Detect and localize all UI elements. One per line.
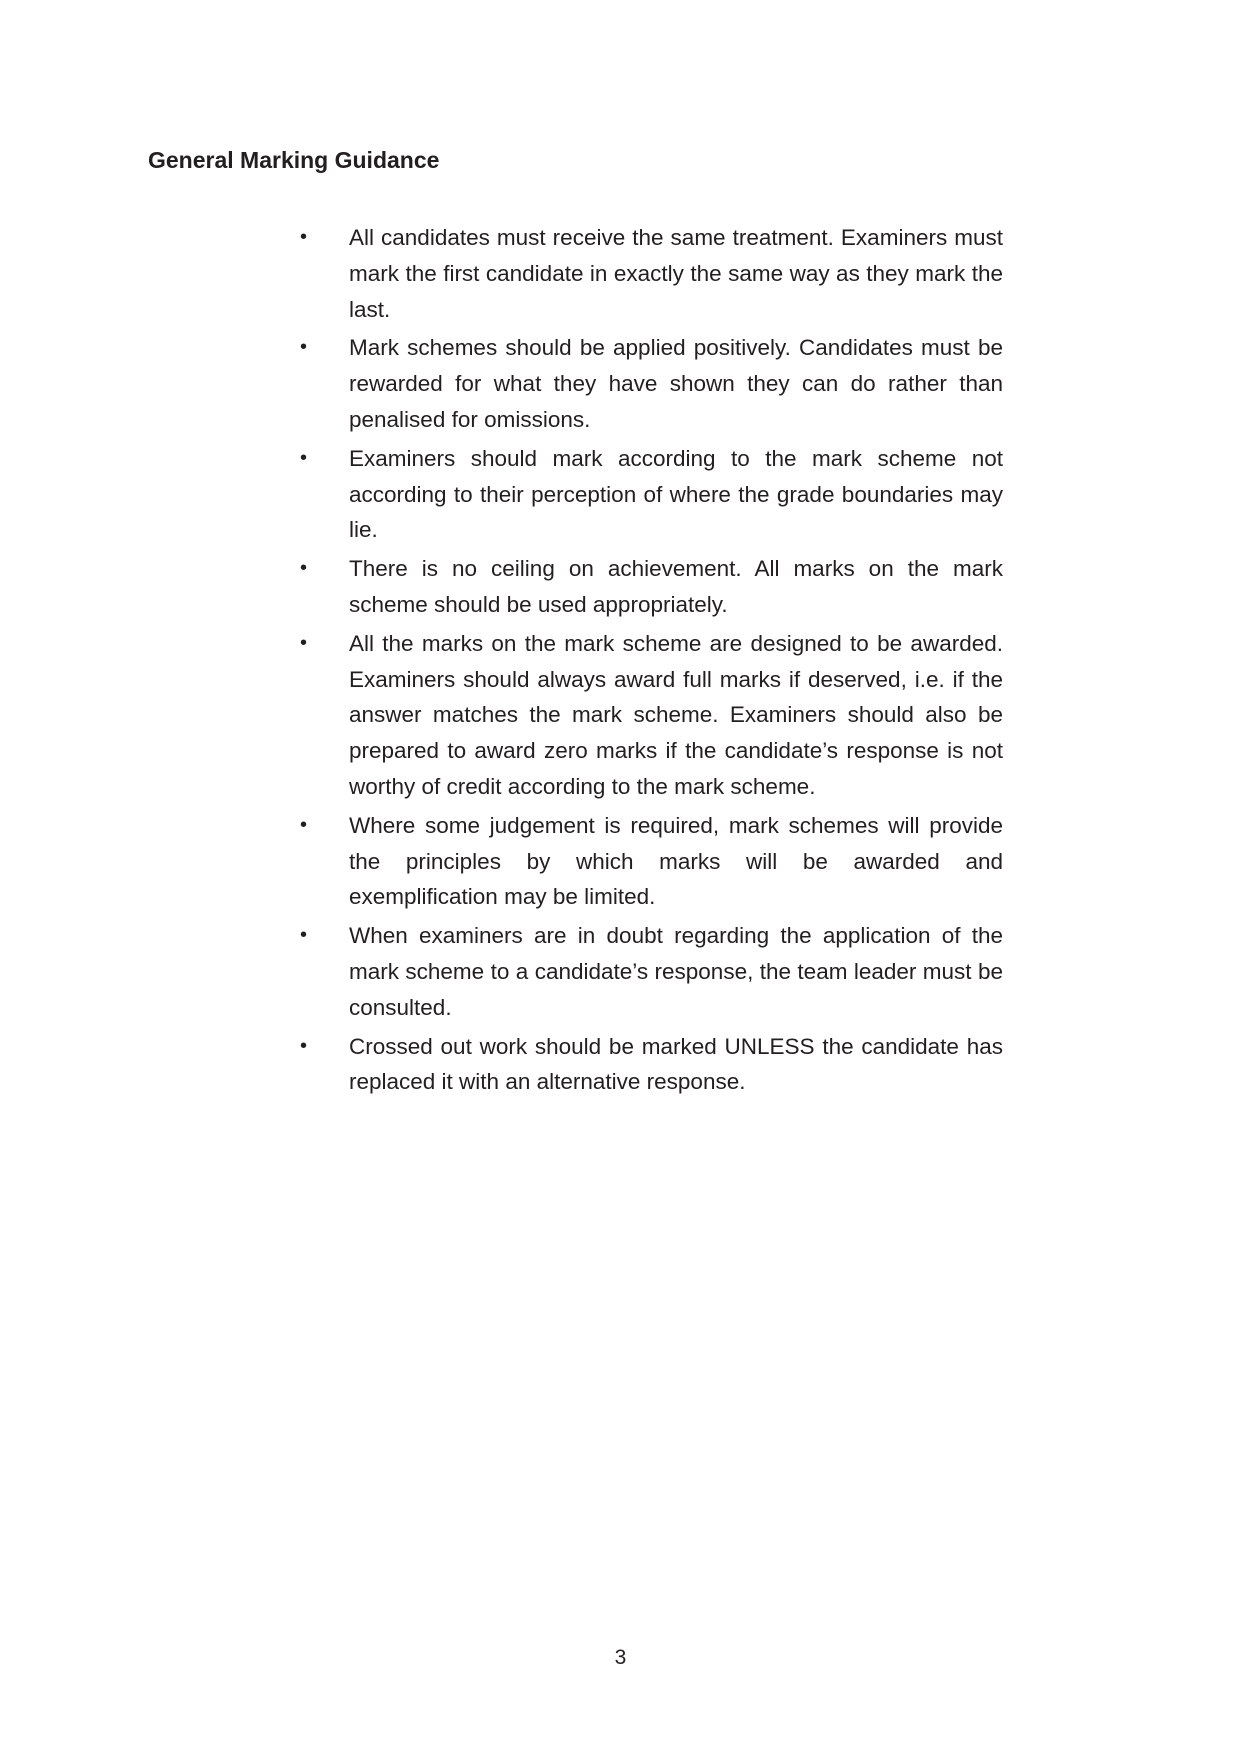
bullet-icon: •	[300, 557, 308, 580]
list-item	[300, 626, 1003, 805]
list-item-text: There is no ceiling on achievement. All marks on the mark scheme should be used appropriately.	[349, 556, 1003, 617]
bullet-icon: •	[300, 924, 308, 947]
bullet-icon: •	[300, 336, 308, 359]
section-heading: General Marking Guidance	[148, 147, 440, 173]
list-item	[300, 551, 1003, 623]
bullet-icon: •	[300, 1034, 308, 1057]
list-item-text: Crossed out work should be marked UNLESS the candidate has replaced it with an alternative response.	[349, 1033, 1003, 1095]
list-item	[300, 1029, 1003, 1101]
bullet-icon: •	[300, 226, 308, 248]
guidance-list	[300, 220, 1003, 1103]
list-item	[300, 330, 1003, 437]
list-item-text: Where some judgement is required, mark schemes will provide the principles by which marks will be awarded and exemplification may be limited.	[349, 812, 1003, 910]
list-item	[300, 918, 1003, 1025]
list-item-text: All the marks on the mark scheme are designed to be awarded. Examiners should always award full marks if deserved, i.e. if the answer matches the mark scheme. Examiners should also be prepared to award zero marks if the candidate’s response is not worthy of credit according to the mark scheme.	[349, 630, 1003, 799]
page-number: 3	[614, 1646, 627, 1669]
list-item-text: When examiners are in doubt regarding the application of the mark scheme to a candidate’s response, the team leader must be consulted.	[349, 923, 1003, 1020]
list-item	[300, 808, 1003, 915]
bullet-icon: •	[300, 631, 308, 654]
list-item	[300, 220, 1003, 327]
list-item	[300, 441, 1003, 548]
list-item-text: All candidates must receive the same treatment. Examiners must mark the first candidate in exactly the same way as they mark the last.	[349, 225, 1003, 322]
list-item-text: Mark schemes should be applied positively. Candidates must be rewarded for what they have shown they can do rather than penalised for omissions.	[349, 335, 1003, 432]
bullet-icon: •	[300, 813, 308, 836]
list-item-text: Examiners should mark according to the mark scheme not according to their perception of where the grade boundaries may lie.	[349, 445, 1003, 543]
bullet-icon: •	[300, 446, 308, 469]
